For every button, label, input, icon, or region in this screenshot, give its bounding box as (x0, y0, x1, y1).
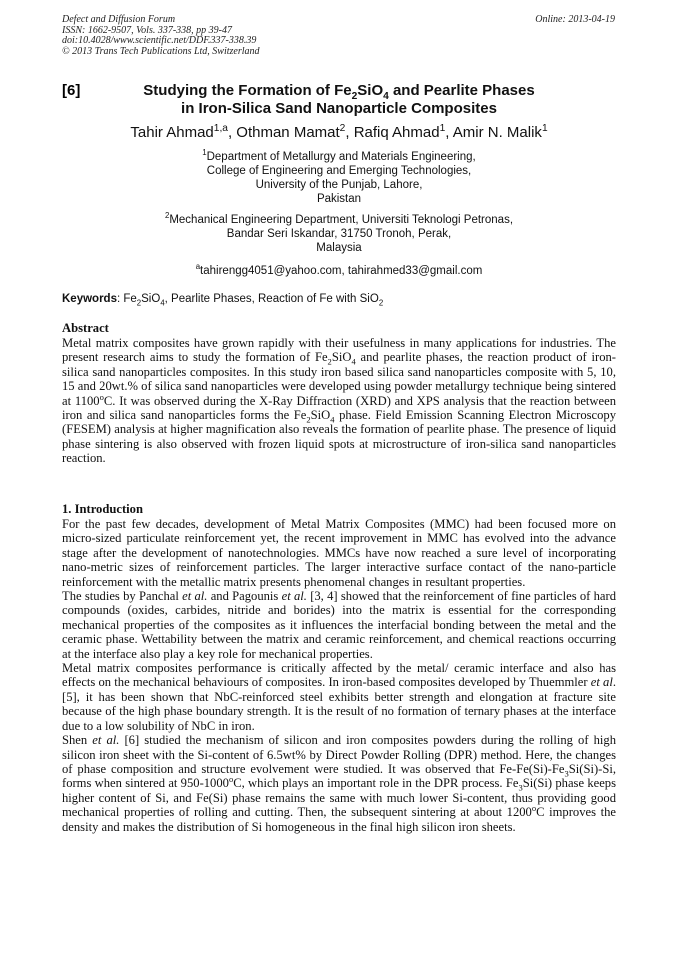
intro-subscript: 3 (518, 782, 523, 793)
intro-run: Si(Si) phase keeps higher content of Si, and Fe(Si) phase remains the same with much lower Si-content, thus providing good mechanical properties of rolling and cutting. Then, the subsequent sintering at about 1200 (62, 776, 616, 820)
author-separator: , (345, 124, 354, 141)
abstract-paragraph (62, 336, 616, 466)
affiliation-line: Pakistan (316, 193, 362, 205)
author-affiliation-mark: 1 (439, 123, 446, 134)
doi-line[interactable]: doi:10.4028/www.scientific.net/DDF.337-338.39 (62, 35, 257, 47)
keyword-subscript: 2 (378, 298, 384, 308)
author-name: Rafiq Ahmad (353, 124, 440, 141)
intro-run: [6] studied the mechanism of silicon and iron composites powders during the rolling of high silicon iron sheet with the Si-content of 6.5wt% by Direct Powder Rolling (DPR) method. Here, the changes of phase composition and structure evolvement were studied. It was observed that Fe-Fe(Si)-Fe (62, 733, 617, 776)
affiliation-text: Department of Metallurgy and Materials Engineering, (206, 151, 476, 163)
issn-line: ISSN: 1662-9507, Vols. 337-338, pp 39-47 (62, 24, 232, 36)
paper-title (130, 82, 548, 118)
intro-run: Shen (62, 733, 93, 748)
intro-italic: et al. (92, 733, 120, 748)
abstract-subscript: 4 (330, 414, 335, 425)
intro-run: C improves the density and makes the distribution of Si homogeneous in the final high silicon iron sheets. (62, 805, 616, 834)
abstract-run: phase. Field Emission Scanning Electron Microscopy (FESEM) analysis at higher magnification also reveals the formation of pearlite phase. The presence of liquid phase sintering is also observed with frozen liquid spots at microstructure of iron-silica sand nanoparticles reaction. (62, 408, 617, 466)
intro-run: [3, 4] showed that the reinforcement of fine particles of hard compounds (oxides, carbides, nitride and borides) into the matrix is essential for the corresponding mechanical properties of the composites as it influences the interfacial bonding between the metal and the ceramic phase. Wettability between the matrix and ceramic reinforcement, and chemical reactions occurring at the interface also play a key role for mechanical properties. (62, 589, 617, 661)
intro-paragraph-4 (62, 733, 616, 834)
affiliation-1 (100, 150, 578, 206)
affiliation-line (100, 150, 578, 164)
intro-run: and Pagounis (207, 589, 282, 604)
author-affiliation-mark: 2 (339, 123, 346, 134)
introduction-heading: 1. Introduction (62, 502, 143, 516)
title-subscript: 4 (383, 91, 389, 102)
keyword-text: Fe (123, 293, 137, 305)
abstract-run: Metal matrix composites have grown rapidly with their usefulness in many applications for industries. The present research aims to study the formation of Fe (62, 336, 616, 365)
abstract-heading: Abstract (62, 321, 109, 335)
abstract-subscript: 2 (306, 414, 311, 425)
abstract-subscript: 2 (327, 356, 332, 367)
author-name: Amir N. Malik (452, 124, 542, 141)
title-subscript: 2 (351, 91, 358, 102)
abstract-run: and pearlite phases, the reaction product of iron-silica sand nanoparticles composites. In this study iron based silica sand nanoparticles composite with 5, 10, 15 and 20wt.% of silica sand nanoparticles were developed using powder metallurgy technique being sintered at 1100 (62, 350, 616, 408)
intro-run: The studies by Panchal (62, 589, 183, 604)
copyright-line: © 2013 Trans Tech Publications Ltd, Switzerland (62, 45, 260, 57)
affiliation-line: University of the Punjab, Lahore, (255, 179, 423, 191)
abstract-run: SiO (331, 350, 352, 365)
affiliation-2 (100, 213, 578, 255)
intro-paragraph-1: For the past few decades, development of Metal Matrix Composites (MMC) had been focused more on micro-sized particulate reinforcement yet, the recent improvement in MMC has evolved into the advance stage after the development of nanotechnologies. MMCs have now reached a sure level of incorporating nano-metric sizes of reinforcement particles. The larger interactive surface contact of the nano-particle reinforcement with the metallic matrix presents phenomenal changes in resultant properties. (62, 517, 616, 589)
keywords-label: Keywords (62, 293, 117, 305)
intro-run: . [5], it has been shown that NbC-reinforced steel exhibits better strength and elongation at fracture site because of the high phase boundary strength. It is the result of no formation of ternary phases at the interface due to a low solubility of NbC in iron. (62, 675, 616, 733)
abstract-run: SiO (310, 408, 331, 423)
author-affiliation-mark: 1,a (213, 123, 228, 134)
journal-header (62, 15, 260, 57)
author-name: Tahir Ahmad (130, 124, 214, 141)
email-mark: a (195, 262, 201, 272)
title-text: SiO (357, 82, 384, 99)
keyword-text: SiO (141, 293, 161, 305)
abstract-superscript: o (99, 391, 104, 402)
keywords-colon: : (116, 293, 124, 305)
intro-italic: et al (590, 675, 613, 690)
author-affiliation-mark: 1 (541, 123, 548, 134)
keyword-text: , Pearlite Phases, Reaction of Fe with SiO (164, 293, 379, 305)
abstract-subscript: 4 (351, 356, 356, 367)
affiliation-line: College of Engineering and Emerging Technologies, (206, 165, 472, 177)
intro-subscript: 3 (564, 768, 569, 779)
intro-superscript: o (228, 774, 234, 785)
affiliation-mark: 2 (164, 211, 170, 221)
email-addresses[interactable]: tahirengg4051@yahoo.com, tahirahmed33@gmail.com (200, 265, 483, 277)
affiliation-mark: 1 (202, 148, 207, 158)
title-text: Studying the Formation of Fe (143, 82, 352, 99)
reference-tag: [6] (62, 82, 81, 99)
introduction-text (62, 517, 616, 834)
online-date: Online: 2013-04-19 (535, 14, 615, 25)
abstract-run: C. It was observed during the X-Ray Diffraction (XRD) and XPS analysis that the reaction between iron and silica sand nanoparticles forms the Fe (62, 393, 616, 423)
affiliation-line (100, 213, 578, 227)
affiliation-text: Mechanical Engineering Department, Universiti Teknologi Petronas, (169, 214, 514, 226)
author-list (40, 124, 638, 142)
author-separator: , (445, 124, 453, 141)
affiliation-line: Bandar Seri Iskandar, 31750 Tronoh, Perak, (226, 228, 452, 240)
intro-italic: et al. (281, 589, 307, 604)
title-line-2: in Iron-Silica Sand Nanoparticle Composites (181, 100, 497, 117)
journal-name: Defect and Diffusion Forum (62, 14, 176, 25)
intro-run: Si(Si)-Si, forms when sintered at 950-1000 (62, 761, 616, 791)
author-emails (100, 264, 578, 278)
intro-run: Metal matrix composites performance is critically affected by the metal/ ceramic interface and also has effects on the mechanical behaviours of composites. In iron-based composites developed by Thuemmler (62, 661, 616, 690)
intro-paragraph-2 (62, 589, 616, 661)
intro-paragraph-3 (62, 661, 616, 733)
intro-italic: et al. (182, 589, 208, 604)
keyword-subscript: 4 (160, 298, 165, 308)
intro-superscript: o (531, 802, 537, 813)
affiliation-line: Malaysia (316, 242, 362, 254)
keyword-subscript: 2 (136, 298, 142, 308)
author-name: Othman Mamat (236, 124, 340, 141)
title-text: and Pearlite Phases (388, 82, 535, 99)
intro-run: C, which plays an important role in the DPR process. Fe (233, 776, 519, 791)
abstract-text (62, 336, 616, 466)
title-line-1 (130, 82, 548, 100)
keywords (62, 292, 616, 306)
author-separator: , (227, 124, 237, 141)
